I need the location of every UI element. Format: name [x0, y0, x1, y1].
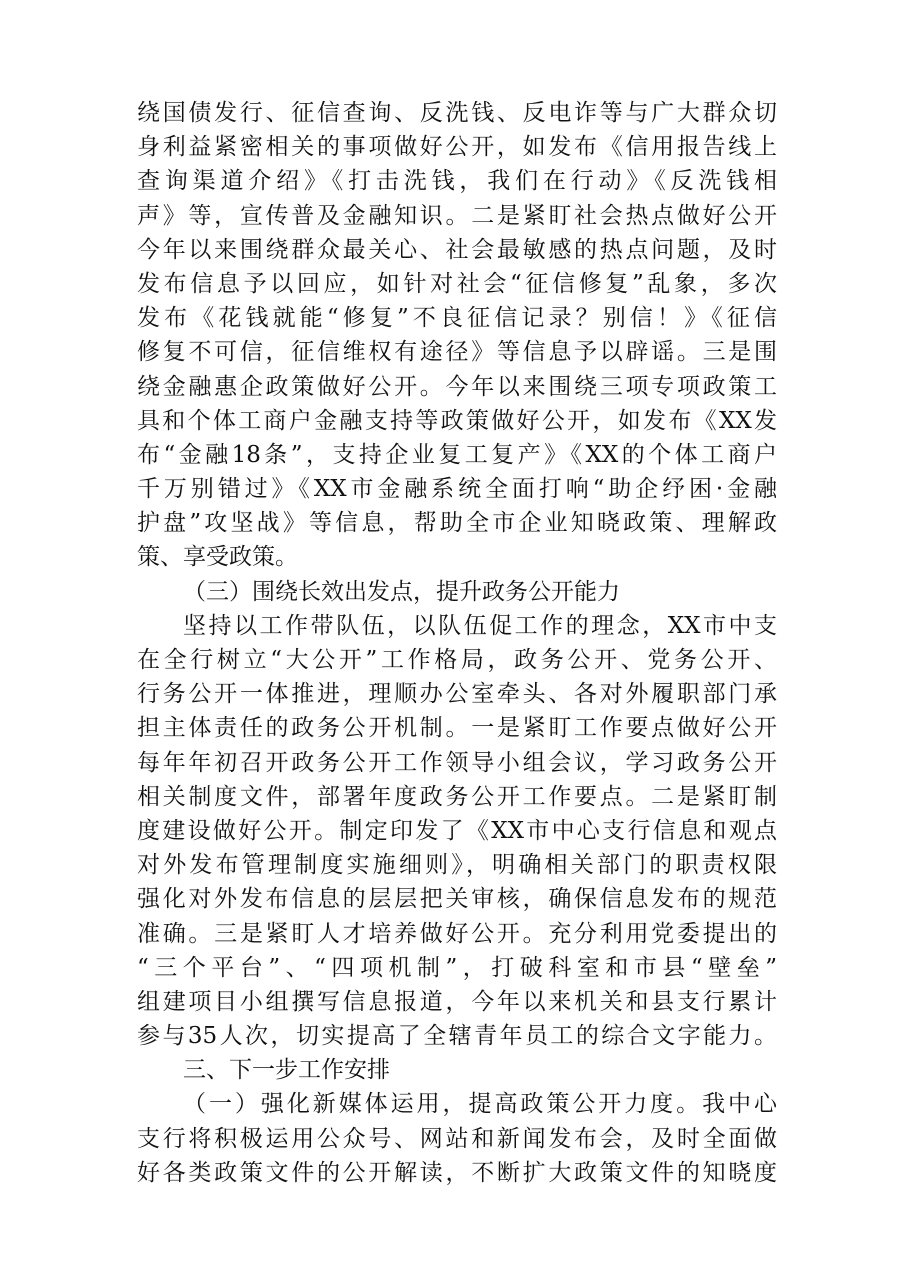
text-line: 对外发布管理制度实施细则》，明确相关部门的职责权限 — [137, 852, 777, 879]
text-line: 护盘”攻坚战》等信息，帮助全市企业知晓政策、理解政 — [137, 510, 777, 537]
text-line: 声》等，宣传普及金融知识。二是紧盯社会热点做好公开 — [137, 202, 777, 229]
text-line: 修复不可信，征信维权有途径》等信息予以辟谣。三是围 — [137, 339, 777, 366]
text-line: 相关制度文件，部署年度政务公开工作要点。二是紧盯制 — [137, 783, 777, 810]
text-line: 担主体责任的政务公开机制。一是紧盯工作要点做好公开 — [137, 715, 777, 742]
text-line: 参与35人次，切实提高了全辖青年员工的综合文字能力。 — [137, 1023, 777, 1050]
text-line: 准确。三是紧盯人才培养做好公开。充分利用党委提出的 — [137, 920, 777, 947]
text-line: 三、下一步工作安排 — [183, 1057, 390, 1084]
text-line: 查询渠道介绍》《打击洗钱，我们在行动》《反洗钱相 — [137, 168, 777, 195]
text-line: 具和个体工商户金融支持等政策做好公开，如发布《XX发 — [137, 407, 777, 434]
text-line: 绕金融惠企政策做好公开。今年以来围绕三项专项政策工 — [137, 373, 777, 400]
text-line: 今年以来围绕群众最关心、社会最敏感的热点问题，及时 — [137, 236, 777, 263]
text-line: 行务公开一体推进，理顺办公室牵头、各对外履职部门承 — [137, 681, 777, 708]
text-line: 发布《花钱就能“修复”不良征信记录？别信！》《征信 — [137, 305, 777, 332]
text-line: 在全行树立“大公开”工作格局，政务公开、党务公开、 — [137, 647, 777, 673]
text-line: 每年年初召开政务公开工作领导小组会议，学习政务公开 — [137, 749, 777, 776]
body-text — [137, 96, 777, 1190]
text-line: （三）围绕长效出发点，提升政务公开能力 — [183, 578, 620, 605]
text-line: 绕国债发行、征信查询、反洗钱、反电诈等与广大群众切 — [137, 100, 777, 126]
text-line: （一）强化新媒体运用，提高政策公开力度。我中心 — [183, 1091, 777, 1118]
text-line: 好各类政策文件的公开解读，不断扩大政策文件的知晓度 — [137, 1159, 777, 1186]
text-line: 坚持以工作带队伍，以队伍促工作的理念，XX市中支 — [183, 612, 777, 639]
text-line: 支行将积极运用公众号、网站和新闻发布会，及时全面做 — [137, 1125, 777, 1152]
text-line: 千万别错过》《XX市金融系统全面打响“助企纾困·金融 — [137, 476, 777, 503]
text-line: 布“金融18条”，支持企业复工复产》《XX的个体工商户 — [137, 441, 777, 468]
text-line: “三个平台”、“四项机制”，打破科室和市县“壁垒” — [137, 954, 777, 981]
text-line: 发布信息予以回应，如针对社会“征信修复”乱象，多次 — [137, 270, 777, 297]
text-line: 强化对外发布信息的层层把关审核，确保信息发布的规范 — [137, 886, 777, 913]
text-line: 组建项目小组撰写信息报道，今年以来机关和县支行累计 — [137, 988, 777, 1015]
text-line: 身利益紧密相关的事项做好公开，如发布《信用报告线上 — [137, 134, 777, 161]
text-line: 策、享受政策。 — [137, 544, 298, 571]
text-line: 度建设做好公开。制定印发了《XX市中心支行信息和观点 — [137, 817, 777, 844]
